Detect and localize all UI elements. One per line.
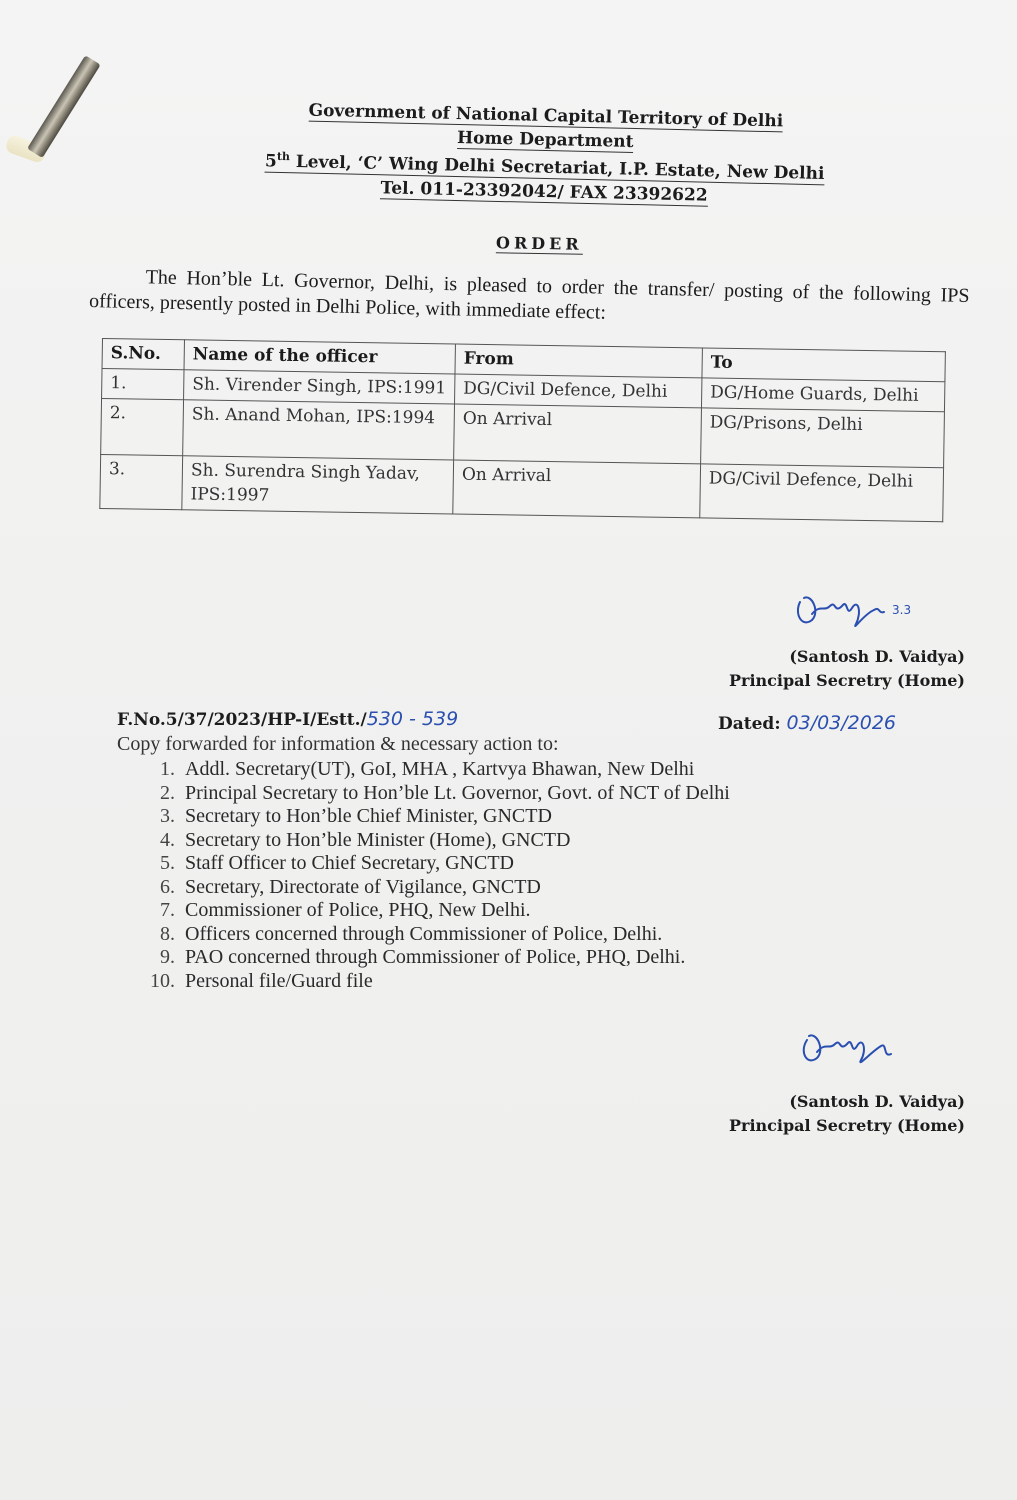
cell-from: DG/Civil Defence, Delhi — [455, 374, 702, 408]
cell-sno: 2. — [101, 399, 184, 456]
header-sno: S.No. — [102, 339, 184, 370]
address-level-suffix: th — [276, 149, 291, 164]
dated-line — [718, 712, 896, 734]
file-number-handwritten: 530 - 539 — [366, 708, 459, 730]
list-text: PAO concerned through Commissioner of Police, PHQ, Delhi. — [185, 946, 686, 968]
list-number: 9. — [160, 946, 175, 968]
tag-metal-rod — [27, 55, 101, 158]
list-item — [117, 758, 730, 782]
header-to: To — [702, 348, 945, 382]
cell-from: On Arrival — [454, 404, 702, 464]
file-number-printed: F.No.5/37/2023/HP-I/Estt./ — [117, 710, 367, 730]
list-number: 4. — [160, 828, 175, 851]
officers-table — [99, 338, 946, 522]
dated-label: Dated: — [718, 714, 781, 734]
signature-1-handwritten — [790, 584, 930, 634]
intro-paragraph: The Hon’ble Lt. Governor, Delhi, is pleased to order the transfer/ posting of the following IPS officers, presently posted in Delhi Police, with immediate effect: — [88, 266, 970, 324]
list-text: Secretary, Directorate of Vigilance, GNCTD — [185, 875, 541, 898]
list-item — [117, 782, 730, 806]
letterhead — [219, 97, 871, 211]
list-number: 3. — [160, 805, 175, 827]
signatory-name: (Santosh D. Vaidya) — [789, 647, 965, 666]
cell-from: On Arrival — [453, 460, 701, 518]
list-number: 10. — [150, 969, 175, 992]
signatory-designation: Principal Secretry (Home) — [728, 1116, 965, 1135]
list-item — [117, 829, 730, 853]
dated-handwritten: 03/03/2026 — [786, 712, 897, 734]
list-item — [117, 876, 730, 900]
cell-name: Sh. Virender Singh, IPS:1991 — [184, 370, 455, 404]
address-rest: Level, ‘C’ Wing Delhi Secretariat, I.P. Estate, New Delhi — [289, 151, 825, 184]
list-item — [117, 805, 730, 829]
list-number: 8. — [160, 922, 175, 945]
list-text: Staff Officer to Chief Secretary, GNCTD — [185, 852, 514, 874]
list-item — [117, 970, 730, 994]
list-number: 5. — [160, 852, 175, 874]
letterhead-govt: Government of National Capital Territory of Delhi — [308, 100, 784, 132]
list-item — [117, 923, 730, 947]
signature-2-handwritten — [795, 1024, 895, 1070]
list-item — [117, 852, 730, 876]
list-number: 2. — [160, 781, 175, 804]
list-text: Personal file/Guard file — [185, 969, 373, 992]
cell-sno: 1. — [102, 369, 184, 400]
signatory-name: (Santosh D. Vaidya) — [789, 1092, 965, 1111]
list-text: Addl. Secretary(UT), GoI, MHA , Kartvya Bhawan, New Delhi — [185, 758, 695, 780]
copy-forwarded-line: Copy forwarded for information & necessary action to: — [117, 733, 559, 755]
header-from: From — [455, 344, 702, 378]
list-number: 7. — [160, 899, 175, 921]
list-number: 1. — [160, 758, 175, 780]
file-number — [117, 708, 458, 730]
signature-date-note: 3.3 — [892, 603, 912, 617]
cell-to: DG/Prisons, Delhi — [701, 408, 945, 468]
letterhead-department: Home Department — [456, 128, 634, 153]
cell-name: Sh. Anand Mohan, IPS:1994 — [183, 400, 455, 460]
letterhead-contact: Tel. 011-23392042/ FAX 23392622 — [380, 177, 708, 206]
letterhead-address — [265, 147, 825, 185]
header-name: Name of the officer — [184, 340, 455, 374]
order-title: ORDER — [495, 233, 583, 254]
cell-sno: 3. — [100, 454, 183, 509]
signatory-block-2 — [729, 1090, 965, 1138]
list-number: 6. — [160, 875, 175, 898]
list-text: Commissioner of Police, PHQ, New Delhi. — [185, 899, 531, 921]
list-text: Secretary to Hon’ble Minister (Home), GNCTD — [185, 828, 571, 851]
signatory-designation: Principal Secretry (Home) — [728, 671, 965, 690]
signatory-block-1 — [729, 645, 965, 693]
cell-to: DG/Home Guards, Delhi — [701, 378, 944, 412]
cell-name: Sh. Surendra Singh Yadav, IPS:1997 — [182, 456, 454, 514]
cell-to: DG/Civil Defence, Delhi — [700, 464, 944, 522]
order-intro — [89, 264, 970, 334]
address-level-number: 5 — [264, 151, 278, 172]
copy-list — [117, 758, 730, 993]
list-text: Secretary to Hon’ble Chief Minister, GNCTD — [185, 805, 552, 827]
list-item — [117, 946, 730, 970]
list-text: Officers concerned through Commissioner of Police, Delhi. — [185, 922, 663, 945]
list-text: Principal Secretary to Hon’ble Lt. Governor, Govt. of NCT of Delhi — [185, 781, 730, 804]
file-tag-pin — [6, 55, 96, 175]
list-item — [117, 899, 730, 923]
